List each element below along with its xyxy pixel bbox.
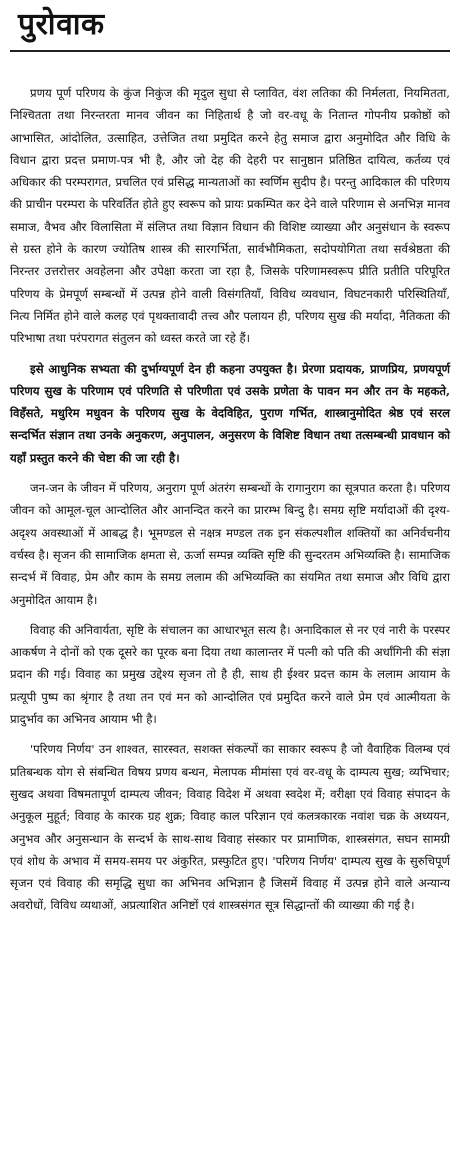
paragraph-2: इसे आधुनिक सभ्यता की दुर्भाग्यपूर्ण देन ही कहना उपयुक्त है। प्रेरणा प्रदायक, प्राणप्रिय, प्रणयपूर्ण परिणय सुख के परिणाम एवं परिणति से परिणीता एवं उसके प्रणेता के पावन मन और तन के महकते, विहँसते, मधुरिम मधुवन के परिणय सुख के वेदविहित, पुराण गर्भित, शास्त्रानुमोदित श्रेष्ठ एवं सरल सन्दर्भित संज्ञान तथा उनके अनुकरण, अनुपालन, अनुसरण के विशिष्ट विधान तथा तत्सम्बन्धी प्रावधान को यहाँ प्रस्तुत करने की चेष्टा की जा रही है। [10,361,450,465]
title-underline [10,50,450,52]
paragraph-5: 'परिणय निर्णय' उन शाश्वत, सारस्वत, सशक्त संकल्पों का साकार स्वरूप है जो वैवाहिक विलम्ब एवं प्रतिबन्धक योग से संबन्धित विषय प्रणय बन्धन, मेलापक मीमांसा एवं वर-वधू के दाम्पत्य सुख; व्यभिचार; सुखद अथवा विषमतापूर्ण दाम्पत्य जीवन; विवाह विदेश में अथवा स्वदेश में; वरीक्षा एवं विवाह संपादन के अनुकूल मुहूर्त; विवाह के कारक ग्रह शुक्र; विवाह काल परिज्ञान एवं कलत्रकारक नवांश चक्र के अध्ययन, अनुभव और अनुसन्धान के सन्दर्भ के साथ-साथ विवाह संस्कार पर प्रामाणिक, शास्त्रसंगत, सघन सामग्री एवं शोध के अभाव में समय-समय पर अंकुरित, प्रस्फुटित हुए। 'परिणय निर्णय' दाम्पत्य सुख के सुरुचिपूर्ण सृजन एवं विवाह की समृद्धि सुधा का अभिनव अभिज्ञान है जिसमें विवाह में उत्पन्न होने वाले अन्यान्य अवरोधों, विविध व्यथाओं, अप्रत्याशित अनिष्टों एवं शास्त्रसंगत सूत्र सिद्धान्तों की व्याख्या की गई है। [10,742,450,913]
paragraph-3: जन-जन के जीवन में परिणय, अनुराग पूर्ण अंतरंग सम्बन्धों के रागानुराग का सूत्रपात करता है। परिणय जीवन को आमूल-चूल आन्दोलित और आनन्दित करने का प्रारम्भ बिन्दु है। समग्र सृष्टि मर्यादाओं की दृश्य-अदृश्य अवस्थाओं में आबद्ध है। भूमण्डल से नक्षत्र मण्डल तक इन संकल्पशील शक्तियों का अनिर्वचनीय वर्चस्व है। सृजन की सामाजिक क्षमता से, ऊर्जा सम्पन्न व्यक्ति सृष्टि की सुन्दरतम अभिव्यक्ति है। सामाजिक सन्दर्भ में विवाह, प्रेम और काम के समग्र ललाम की अभिव्यक्ति का संयमित तथा समाज और विधि द्वारा अनुमोदित आयाम है। [10,481,450,607]
paragraph-4: विवाह की अनिवार्यता, सृष्टि के संचालन का आधारभूत सत्य है। अनादिकाल से नर एवं नारी के परस्पर आकर्षण ने दोनों को एक दूसरे का पूरक बना दिया तथा कालान्तर में पत्नी को पति की अर्धांगिनी की संज्ञा प्रदान की गई। विवाह का प्रमुख उद्देश्य सृजन तो है ही, साथ ही ईश्वर प्रदत्त काम के ललाम आयाम के प्रत्यूपी पुष्प का श्रृंगार है तथा तन एवं मन को आन्दोलित एवं प्रमुदित करने वाले प्रेम एवं आत्मीयता के प्रादुर्भाव का अभिनव आयाम भी है। [10,622,450,727]
paragraph-1: प्रणय पूर्ण परिणय के कुंज निकुंज की मृदुल सुधा से प्लावित, वंश लतिका की निर्मलता, नियमितता, निश्चितता तथा निरन्तरता मानव जीवन का निहितार्थ है जो वर-वधू के नितान्त गोपनीय प्रकोष्ठों को आभासित, आंदोलित, उत्साहित, उत्तेजित तथा प्रमुदित करने हेतु समाज द्वारा अनुमोदित और विधि के विधान द्वारा प्रदत्त प्रमाण-पत्र भी है, और जो देह की देहरी पर सानुष्ठान प्रतिष्ठित दायित्व, कर्तव्य एवं अधिकार की परम्परागत, प्रचलित एवं प्रसिद्ध मान्यताओं का स्वर्णिम सुदीप है। परन्तु आदिकाल की परिणय की प्राचीन परम्परा के परिवर्तित होते हुए स्वरूप को प्रायः प्रकम्पित कर देने वाले परिणाम से अनभिज्ञ मानव समाज, वैभव और विलासिता में संलिप्त तथा विज्ञान विधान की विशिष्ट व्याख्या और अनुसंधान के स्वरूप से ग्रस्त होने के कारण ज्योतिष शास्त्र की सारगर्भिता, सार्वभौमिकता, सदोपयोगिता तथा सर्वश्रेष्ठता की निरन्तर उत्तरोत्तर अवहेलना और उपेक्षा करता जा रहा है, जिसके परिणामस्वरूप प्रीति प्रतीति परिपूरित परिणय के प्रेमपूर्ण सम्बन्धों में उत्पन्न होने वाली विसंगतियाँ, विविध व्यवधान, विघटनकारी परिस्थितियाँ, नित्य निर्मित होने वाले कलह एवं पृथक्तावादी तत्त्व और पलायन ही, परिणय सुख की मर्यादा, नैतिकता की परिभाषा तथा परंपरागत संतुलन को ध्वस्त करते जा रहे हैं। [10,86,450,346]
page-title: पुरोवाक [18,7,105,42]
